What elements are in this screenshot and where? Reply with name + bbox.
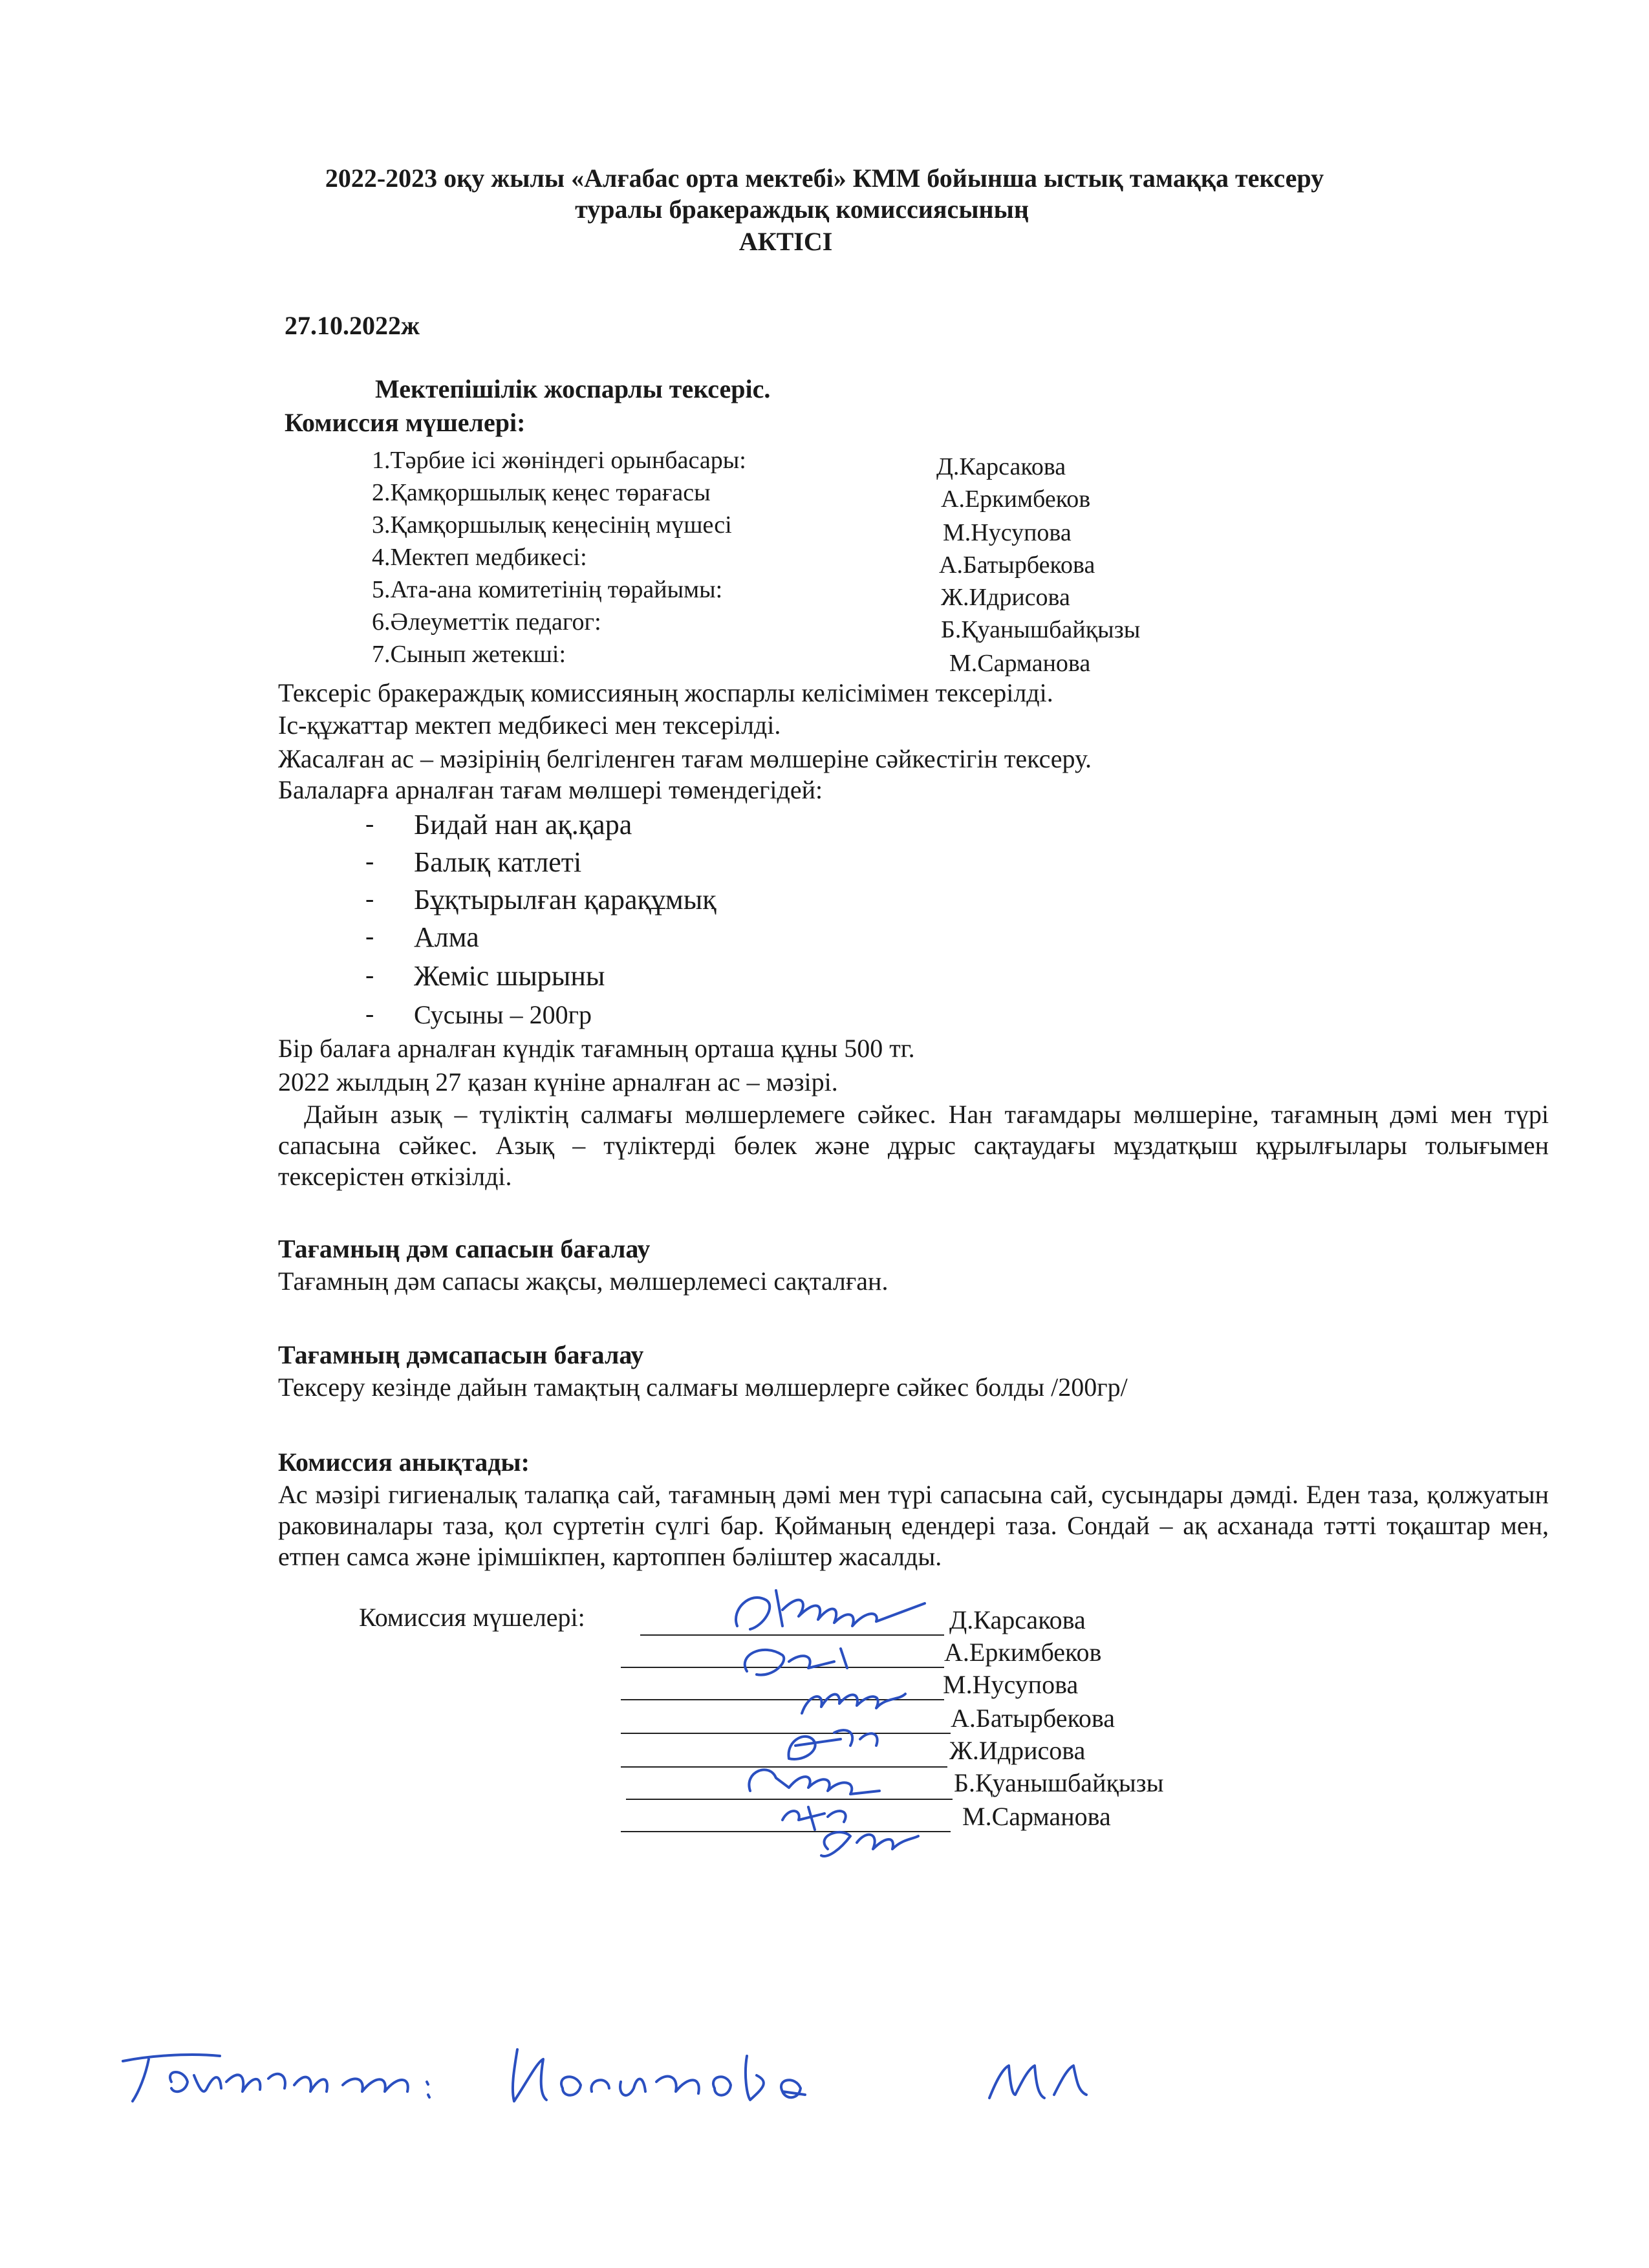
member-name: М.Сарманова [949,650,1091,677]
signatory-name: А.Еркимбеков [944,1638,1102,1667]
menu-date-line: 2022 жылдың 27 қазан күніне арналған ас – мәзірі. [278,1067,838,1097]
member-role: 3.Қамқоршылық кеңесінің мүшесі [372,511,732,539]
member-name: Б.Қуанышбайқызы [941,616,1141,643]
title-line-1: 2022-2023 оқу жылы «Алғабас орта мектебі» КММ бойынша ыстық тамаққа тексеру [325,164,1324,193]
member-name: М.Нусупова [943,519,1072,546]
member-role: 6.Әлеуметтік педагог: [372,608,601,636]
member-name: Д.Карсакова [936,453,1066,480]
signatory-name: А.Батырбекова [951,1704,1116,1733]
menu-item: Сусыны – 200гр [414,1000,592,1029]
member-name: Ж.Идрисова [941,584,1070,611]
commission-heading: Комиссия мүшелері: [285,408,526,437]
menu-item: Бұқтырылған қарақұмық [414,884,717,915]
bullet: - [365,884,374,913]
section1-text: Тағамның дәм сапасы жақсы, мөлшерлемесі сақталған. [278,1267,889,1296]
findings-heading: Комиссия анықтады: [278,1448,530,1477]
signatory-name: М.Нусупова [943,1670,1079,1699]
member-name: А.Еркимбеков [941,486,1091,513]
member-role: 2.Қамқоршылық кеңес төрағасы [372,479,711,506]
member-role: 4.Мектеп медбикесі: [372,544,587,571]
member-name: А.Батырбекова [939,551,1095,579]
inspection-type: Мектепішілік жоспарлы тексеріс. [375,374,771,403]
intro-line: Балаларға арналған тағам мөлшері төмендегідей: [278,775,823,804]
intro-line: Жасалған ас – мәзірінің белгіленген тағам мөлшеріне сәйкестігін тексеру. [278,744,1092,773]
title-line-3: АКТІСІ [738,227,833,256]
bullet: - [365,809,374,838]
member-role: 7.Сынып жетекші: [372,641,566,668]
check-paragraph: Дайын азық – түліктің салмағы мөлшерлемеге сәйкес. Нан тағамдары мөлшеріне, тағамның дәмі мен түрі сапасына сәйкес. Азық – түліктерді бөлек және дұрыс сақтаудағы мұздатқыш құрылғылары толығымен тексерістен өткізілді. [278,1100,1549,1191]
handwritten-acknowledgement [110,2030,1119,2127]
signatory-name: Д.Карсакова [949,1605,1086,1634]
title-line-2: туралы бракераждық комиссиясының [575,195,1029,224]
bullet: - [365,921,374,950]
intro-line: Тексеріс бракераждық комиссияның жоспарлы келісімімен тексерілді. [278,678,1053,707]
bullet: - [365,999,374,1028]
signatures-label: Комиссия мүшелері: [359,1603,585,1632]
handwritten-signatures [711,1565,957,1862]
signatory-name: Ж.Идрисова [949,1736,1086,1765]
section2-text: Тексеру кезінде дайын тамақтың салмағы мөлшерлерге сәйкес болды /200гр/ [278,1373,1128,1402]
document-date: 27.10.2022ж [285,311,420,340]
bullet: - [365,846,374,875]
intro-line: Іс-құжаттар мектеп медбикесі мен тексерілді. [278,711,781,740]
menu-item: Алма [414,921,479,953]
menu-item: Балық катлеті [414,846,582,878]
cost-line: Бір балаға арналған күндік тағамның орташа құны 500 тг. [278,1034,915,1063]
member-role: 5.Ата-ана комитетінің төрайымы: [372,576,723,603]
section1-heading: Тағамның дәм сапасын бағалау [278,1234,651,1263]
signatory-name: Б.Қуанышбайқызы [954,1768,1164,1797]
member-role: 1.Тәрбие ісі жөніндегі орынбасары: [372,447,746,474]
menu-item: Бидай нан ақ.қара [414,809,632,840]
signatory-name: М.Сарманова [962,1802,1111,1831]
menu-item: Жеміс шырыны [414,960,605,992]
section2-heading: Тағамның дәмсапасын бағалау [278,1340,644,1369]
bullet: - [365,960,374,989]
findings-text: Ас мәзірі гигиеналық талапқа сай, тағамның дәмі мен түрі сапасына сай, сусындары дәмді. Еден таза, қолжуатын раковиналары таза, қол сүртетін сүлгі бар. Қойманың едендері таза. Сондай – ақ асханада тәтті тоқаштар мен, етпен самса және ірімшікпен, картоппен бәліштер жасалды. [278,1480,1549,1571]
